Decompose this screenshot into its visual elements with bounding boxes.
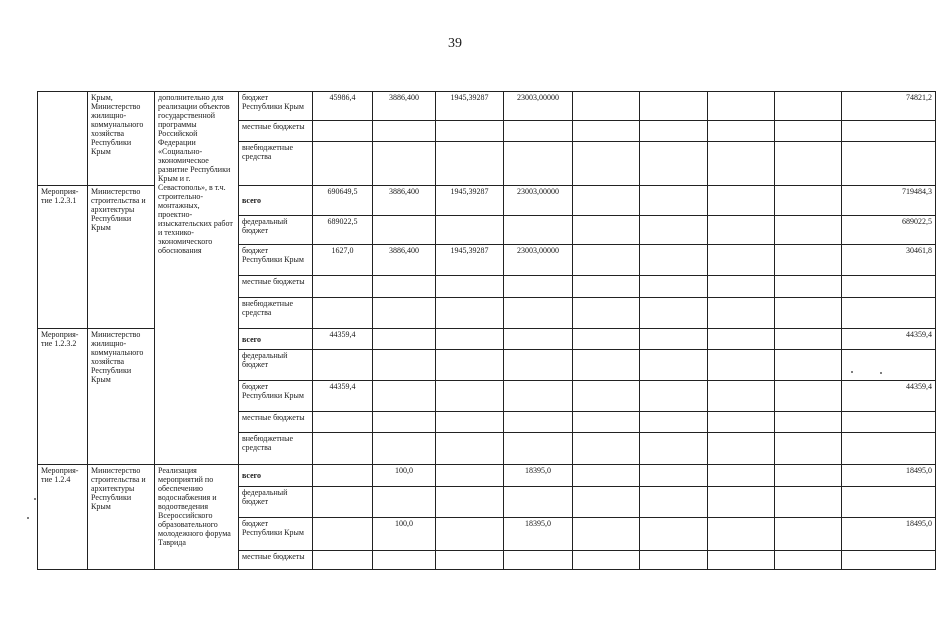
executor-cell: Министерство жилищно-коммунального хозяйства Республики Крым [88,329,155,465]
value-cell [436,433,504,465]
value-cell [313,487,373,518]
funding-source-cell: внебюджетные средства [239,433,313,465]
total-cell [842,551,936,570]
value-cell: 44359,4 [313,381,373,412]
value-cell [313,142,373,186]
value-cell [373,298,436,329]
value-cell [373,142,436,186]
value-cell: 23003,00000 [504,92,573,121]
measure-cell [38,92,88,186]
funding-source-cell: федеральный бюджет [239,487,313,518]
value-cell [504,551,573,570]
scan-speck [880,372,882,374]
total-cell: 719484,3 [842,186,936,216]
total-cell: 689022,5 [842,216,936,245]
funding-source-cell: бюджет Республики Крым [239,381,313,412]
value-cell: 690649,5 [313,186,373,216]
value-cell [373,412,436,433]
value-cell [436,298,504,329]
total-cell [842,433,936,465]
value-cell [373,487,436,518]
value-cell [373,381,436,412]
value-cell [504,216,573,245]
value-cell [504,487,573,518]
value-cell: 23003,00000 [504,245,573,276]
page-number: 39 [448,36,462,51]
value-cell: 18395,0 [504,465,573,487]
scan-speck [27,517,29,519]
value-cell [373,329,436,350]
total-cell [842,298,936,329]
value-cell: 3886,400 [373,245,436,276]
value-cell [313,551,373,570]
executor-cell: Министерство строительства и архитектуры Республики Крым [88,465,155,570]
total-cell [842,142,936,186]
total-cell: 18495,0 [842,465,936,487]
value-cell [504,142,573,186]
value-cell: 3886,400 [373,186,436,216]
funding-source-cell: всего [239,465,313,487]
empty-cell [640,92,708,121]
description-cell: дополнительно для реализации объектов государственной программы Российской Федерации «Социально-экономическое развитие Республики Крым и г. Севастополь», в т.ч. строительно-монтажных, проектно-изыскательских работ и технико-экономического обоснования [155,92,239,465]
total-cell: 74821,2 [842,92,936,121]
funding-source-cell: внебюджетные средства [239,298,313,329]
description-cell: Реализация мероприятий по обеспечению водоснабжения и водоотведения Всероссийского образовательного молодежного форума Таврида [155,465,239,570]
value-cell [436,121,504,142]
value-cell: 1627,0 [313,245,373,276]
value-cell [504,412,573,433]
value-cell [373,216,436,245]
table-row [38,465,936,487]
value-cell: 1945,39287 [436,245,504,276]
value-cell [436,518,504,551]
value-cell [373,551,436,570]
funding-source-cell: федеральный бюджет [239,350,313,381]
value-cell [504,433,573,465]
value-cell: 100,0 [373,518,436,551]
value-cell [436,276,504,298]
value-cell [373,433,436,465]
value-cell [313,276,373,298]
value-cell [436,216,504,245]
funding-source-cell: местные бюджеты [239,551,313,570]
value-cell [504,276,573,298]
value-cell [373,276,436,298]
measure-cell: Мероприя-тие 1.2.3.1 [38,186,88,329]
value-cell: 689022,5 [313,216,373,245]
value-cell: 18395,0 [504,518,573,551]
value-cell: 100,0 [373,465,436,487]
value-cell [313,412,373,433]
value-cell: 23003,00000 [504,186,573,216]
value-cell [436,412,504,433]
total-cell: 30461,8 [842,245,936,276]
funding-source-cell: внебюджетные средства [239,142,313,186]
funding-source-cell: бюджет Республики Крым [239,518,313,551]
value-cell [373,121,436,142]
value-cell [436,350,504,381]
value-cell [436,381,504,412]
value-cell [504,381,573,412]
value-cell: 1945,39287 [436,92,504,121]
funding-source-cell: федеральный бюджет [239,216,313,245]
funding-source-cell: бюджет Республики Крым [239,92,313,121]
value-cell [313,518,373,551]
value-cell [373,350,436,381]
total-cell [842,276,936,298]
value-cell [436,465,504,487]
empty-cell [573,92,640,121]
funding-source-cell: местные бюджеты [239,412,313,433]
empty-cell [708,92,775,121]
funding-source-cell: всего [239,329,313,350]
table-row [38,92,936,121]
scan-speck [851,371,853,373]
funding-source-cell: местные бюджеты [239,121,313,142]
total-cell: 18495,0 [842,518,936,551]
value-cell [313,350,373,381]
total-cell [842,121,936,142]
total-cell [842,350,936,381]
value-cell [313,433,373,465]
funding-source-cell: местные бюджеты [239,276,313,298]
funding-source-cell: всего [239,186,313,216]
scan-speck [34,498,36,500]
value-cell: 3886,400 [373,92,436,121]
value-cell [504,350,573,381]
value-cell [504,329,573,350]
value-cell [313,465,373,487]
total-cell: 44359,4 [842,329,936,350]
value-cell [504,121,573,142]
total-cell [842,487,936,518]
empty-cell [775,92,842,121]
value-cell: 45986,4 [313,92,373,121]
value-cell [436,487,504,518]
value-cell [313,298,373,329]
value-cell [436,551,504,570]
measure-cell: Мероприя-тие 1.2.4 [38,465,88,570]
measure-cell: Мероприя-тие 1.2.3.2 [38,329,88,465]
budget-table [37,91,936,570]
value-cell [436,329,504,350]
executor-cell: Министерство строительства и архитектуры Республики Крым [88,186,155,329]
value-cell: 1945,39287 [436,186,504,216]
total-cell: 44359,4 [842,381,936,412]
funding-source-cell: бюджет Республики Крым [239,245,313,276]
value-cell: 44359,4 [313,329,373,350]
executor-cell: Крым, Министерство жилищно-коммунального хозяйства Республики Крым [88,92,155,186]
value-cell [436,142,504,186]
total-cell [842,412,936,433]
value-cell [504,298,573,329]
value-cell [313,121,373,142]
